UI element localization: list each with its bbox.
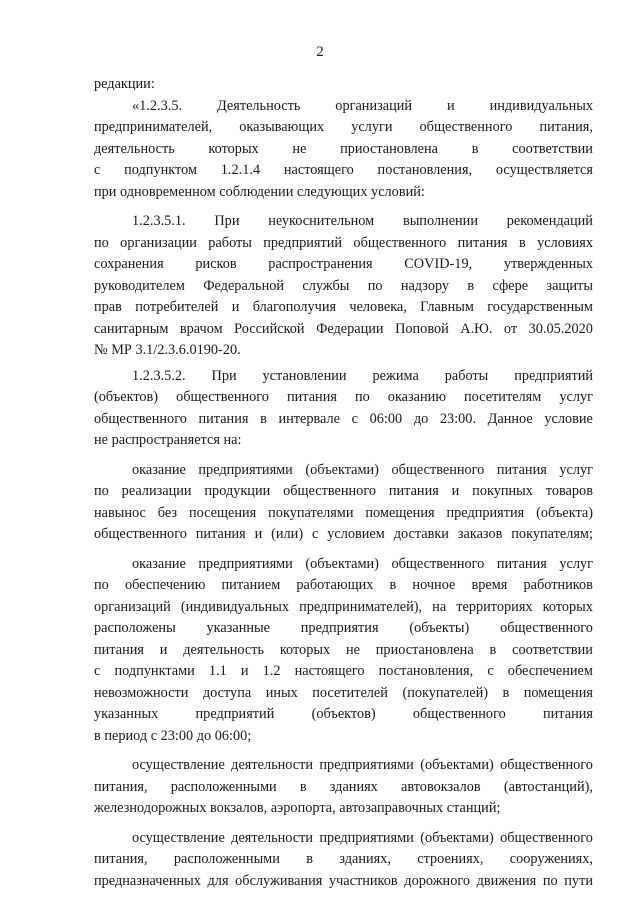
word: реализации (121, 483, 192, 499)
word: А.Ю. (460, 320, 493, 337)
word: руководителем (94, 277, 185, 294)
word: (объектами) (420, 829, 494, 846)
word: рекомендаций (506, 213, 593, 229)
word: услуг (559, 389, 593, 405)
word: (или) (271, 526, 304, 542)
word: предпринимателей), (299, 598, 423, 615)
word: общественного (94, 526, 187, 542)
word: общественного (391, 461, 485, 478)
word: установлении (262, 367, 347, 384)
word: с (351, 410, 358, 427)
word: При (214, 213, 240, 229)
word: настоящего (294, 663, 365, 679)
word: по (94, 483, 109, 499)
word: с (94, 663, 101, 679)
word: осуществление (132, 829, 225, 846)
word: условиях (537, 234, 593, 251)
text-line (94, 524, 593, 546)
word: и (240, 663, 249, 679)
word: работников (523, 577, 593, 593)
word: общественного (500, 829, 593, 846)
word: общественного (353, 234, 447, 251)
word: условием (327, 526, 385, 542)
text-line (94, 297, 593, 319)
word: (объектов) (94, 389, 159, 405)
word: по (367, 277, 383, 294)
text-line (94, 117, 593, 139)
word: индивидуальных (489, 97, 593, 114)
document-body (94, 74, 593, 892)
word: в (471, 140, 479, 157)
word: неукоснительном (268, 213, 375, 229)
word: общественного (391, 555, 485, 572)
word: настоящего (283, 162, 354, 178)
word: время (471, 577, 508, 593)
word: предприятиями (198, 555, 293, 572)
word: питания (94, 641, 144, 658)
word: питания (198, 410, 249, 427)
word: питания, (94, 778, 148, 795)
word: деятельности (231, 829, 314, 846)
text-line (94, 503, 593, 525)
word: сооружениях, (509, 851, 593, 867)
text-line: № МР 3.1/2.3.6.0190-20. (94, 342, 241, 358)
word: по (94, 577, 109, 593)
word: питания (195, 526, 246, 542)
word: сфере (492, 277, 529, 294)
word: постановления, (378, 663, 474, 679)
word: государственным (487, 299, 593, 315)
word: услуг (559, 555, 593, 572)
word: оказывающих (239, 119, 325, 135)
word: указанные (206, 620, 270, 636)
word: осуществляется (495, 162, 593, 178)
word: общественного (176, 389, 269, 405)
text-line (94, 554, 593, 576)
word: движения (476, 872, 537, 889)
text-line (94, 96, 593, 118)
word: Данное (487, 410, 533, 427)
word: (объектами) (420, 757, 494, 773)
word: помещения (523, 684, 593, 701)
word: указанных (94, 706, 159, 722)
word: 23:00. (439, 410, 477, 427)
word: санитарным (94, 320, 169, 337)
word: Поповой (395, 320, 449, 337)
text-line (94, 387, 593, 409)
word: обеспечением (507, 663, 593, 679)
word: в (299, 778, 307, 795)
word: Российской (234, 320, 305, 337)
word: предприятий (263, 234, 343, 251)
text-line (94, 755, 593, 777)
word: потребителей (135, 299, 219, 315)
word: деятельности (231, 757, 314, 773)
word: питания (543, 706, 593, 722)
word: оказанию (387, 389, 446, 405)
word: Федерации (316, 320, 384, 337)
word: «1.2.3.5. (132, 97, 183, 114)
word: посетителей (312, 684, 388, 701)
word: расположены (94, 620, 176, 636)
word: работы (208, 234, 252, 251)
text-line (94, 871, 593, 893)
word: посетителям (464, 389, 542, 405)
word: и (254, 526, 263, 542)
word: предприятиями (198, 461, 293, 478)
word: деятельность (183, 641, 264, 658)
word: ночное (412, 577, 456, 593)
word: оказание (132, 461, 186, 478)
word: автовокзалов (401, 778, 481, 795)
word: работающих (296, 577, 374, 593)
word: режима (372, 367, 419, 384)
word: утвержденных (503, 256, 593, 272)
word: товаров (545, 483, 593, 499)
word: не (292, 140, 307, 157)
word: 1.2.3.5.2. (132, 367, 186, 384)
word: которых (279, 641, 331, 658)
word: предприятия (446, 504, 525, 521)
word: в (306, 851, 313, 867)
word: прав (94, 299, 122, 315)
page-number: 2 (316, 44, 324, 60)
word: сохранения (94, 256, 164, 272)
text-line: железнодорожных вокзалов, аэропорта, автозаправочных станций; (94, 800, 501, 816)
word: Деятельность (216, 97, 301, 114)
word: 1.2.1.4 (220, 162, 261, 178)
text-line (94, 254, 593, 276)
word: обеспечению (124, 577, 206, 593)
word: соответствии (512, 140, 593, 157)
word: зданиях, (339, 851, 391, 867)
word: помещения (365, 504, 435, 521)
word: питания (496, 555, 547, 572)
word: осуществление (132, 757, 225, 773)
word: строениях, (417, 851, 484, 867)
text-line (94, 849, 593, 871)
text-line (94, 139, 593, 161)
word: рисков (195, 256, 237, 272)
text-line (94, 575, 593, 597)
word: общественного (500, 620, 593, 636)
word: невозможности (94, 684, 189, 701)
word: постановления, (377, 162, 473, 178)
text-line (94, 160, 593, 182)
word: работы (444, 367, 489, 384)
word: надзору (400, 277, 450, 294)
word: питанием (221, 577, 281, 593)
word: продукции (204, 483, 271, 499)
word: предприятий (195, 706, 275, 722)
word: навынос (94, 504, 146, 521)
word: 1.2 (262, 663, 281, 679)
word: 06:00 (369, 410, 403, 427)
text-line (94, 828, 593, 850)
word: общественного (283, 483, 376, 499)
word: до (413, 410, 429, 427)
word: 30.05.2020 (528, 320, 593, 337)
word: доступа (202, 684, 252, 701)
word: от (503, 320, 518, 337)
word: (объекта) (536, 504, 593, 521)
word: питания, (539, 119, 593, 135)
word: и (451, 483, 460, 499)
word: питания (286, 389, 337, 405)
word: питания (457, 234, 508, 251)
text-line (94, 618, 593, 640)
word: для (207, 872, 229, 889)
word: покупателями (268, 504, 354, 521)
word: с (312, 526, 319, 542)
word: предприятия (300, 620, 379, 636)
word: питания (496, 461, 547, 478)
word: расположенными (173, 851, 280, 867)
word: на (432, 598, 447, 615)
text-line (94, 276, 593, 298)
text-line (94, 409, 593, 431)
word: деятельность (94, 140, 175, 157)
word: условие (544, 410, 593, 427)
word: человека, (349, 299, 407, 315)
word: (объектов) (311, 706, 376, 722)
word: (автостанций), (503, 778, 593, 795)
word: в (518, 234, 526, 251)
word: покупных (472, 483, 533, 499)
word: не (345, 641, 360, 658)
text-line: не распространяется на: (94, 432, 242, 448)
text-line (94, 777, 593, 799)
word: подпунктами (114, 663, 195, 679)
word: в (260, 410, 267, 427)
word: участников (328, 872, 398, 889)
word: в (489, 641, 497, 658)
word: и (231, 299, 240, 315)
word: предприятиями (319, 757, 414, 773)
word: доставки (393, 526, 449, 542)
word: и (447, 97, 455, 114)
text-line: редакции: (94, 76, 155, 92)
word: предназначенных (94, 872, 201, 889)
word: предприятий (514, 367, 593, 384)
word: которых (208, 140, 259, 157)
word: территориях (456, 598, 533, 615)
word: выполнении (402, 213, 478, 229)
text-line (94, 661, 593, 683)
word: (объекты) (409, 620, 470, 636)
word: зданиях (329, 778, 378, 795)
word: 1.1 (208, 663, 227, 679)
word: службы (302, 277, 350, 294)
word: организации (120, 234, 197, 251)
word: и (159, 641, 168, 658)
text-line (94, 233, 593, 255)
word: 1.2.3.5.1. (132, 213, 186, 229)
word: расположенными (170, 778, 277, 795)
text-line (94, 640, 593, 662)
word: защиты (546, 277, 593, 294)
word: врачом (179, 320, 223, 337)
text-line (94, 481, 593, 503)
word: питания (388, 483, 439, 499)
word: по (354, 389, 370, 405)
word: COVID-19, (404, 256, 473, 272)
word: распространения (268, 256, 373, 272)
text-line (94, 460, 593, 482)
word: с (487, 663, 494, 679)
word: с (94, 162, 101, 178)
word: предпринимателей, (94, 119, 213, 135)
text-line (94, 704, 593, 726)
text-line: в период с 23:00 до 06:00; (94, 727, 252, 744)
text-line (94, 319, 593, 341)
word: организаций (94, 598, 171, 615)
word: (индивидуальных (180, 598, 290, 615)
word: питания, (94, 851, 148, 867)
word: посещения (188, 504, 257, 521)
word: интервале (278, 410, 341, 427)
word: (покупателей) (402, 684, 489, 701)
word: Главным (420, 299, 474, 315)
word: (объектами) (305, 555, 379, 572)
word: При (211, 367, 237, 384)
word: услуг (559, 461, 593, 478)
word: дорожного (404, 872, 470, 889)
word: благополучия (252, 299, 337, 315)
word: заказов (457, 526, 503, 542)
word: иных (265, 684, 298, 701)
word: в (389, 577, 397, 593)
word: по (94, 234, 109, 251)
word: организаций (335, 97, 413, 114)
word: оказание (132, 555, 186, 572)
word: обслуживания (235, 872, 323, 889)
word: общественного (94, 410, 187, 427)
word: приостановлена (340, 140, 438, 157)
word: соответствии (512, 641, 593, 658)
word: предприятиями (319, 829, 414, 846)
word: подпунктом (124, 162, 197, 178)
word: пути (564, 872, 593, 889)
word: в (467, 277, 475, 294)
word: общественного (500, 757, 593, 773)
text-line: при одновременном соблюдении следующих условий: (94, 183, 425, 200)
word: общественного (419, 119, 513, 135)
text-line (94, 597, 593, 619)
word: приостановлена (375, 641, 474, 658)
word: (объектами) (305, 461, 379, 478)
word: в (502, 684, 510, 701)
word: по (542, 872, 558, 889)
word: услуги (351, 119, 393, 135)
text-line (94, 366, 593, 388)
word: которых (542, 598, 593, 615)
word: общественного (412, 706, 506, 722)
word: Федеральной (203, 277, 285, 294)
text-line (94, 211, 593, 233)
text-line (94, 683, 593, 705)
word: покупателям; (511, 526, 593, 542)
word: без (157, 504, 178, 521)
